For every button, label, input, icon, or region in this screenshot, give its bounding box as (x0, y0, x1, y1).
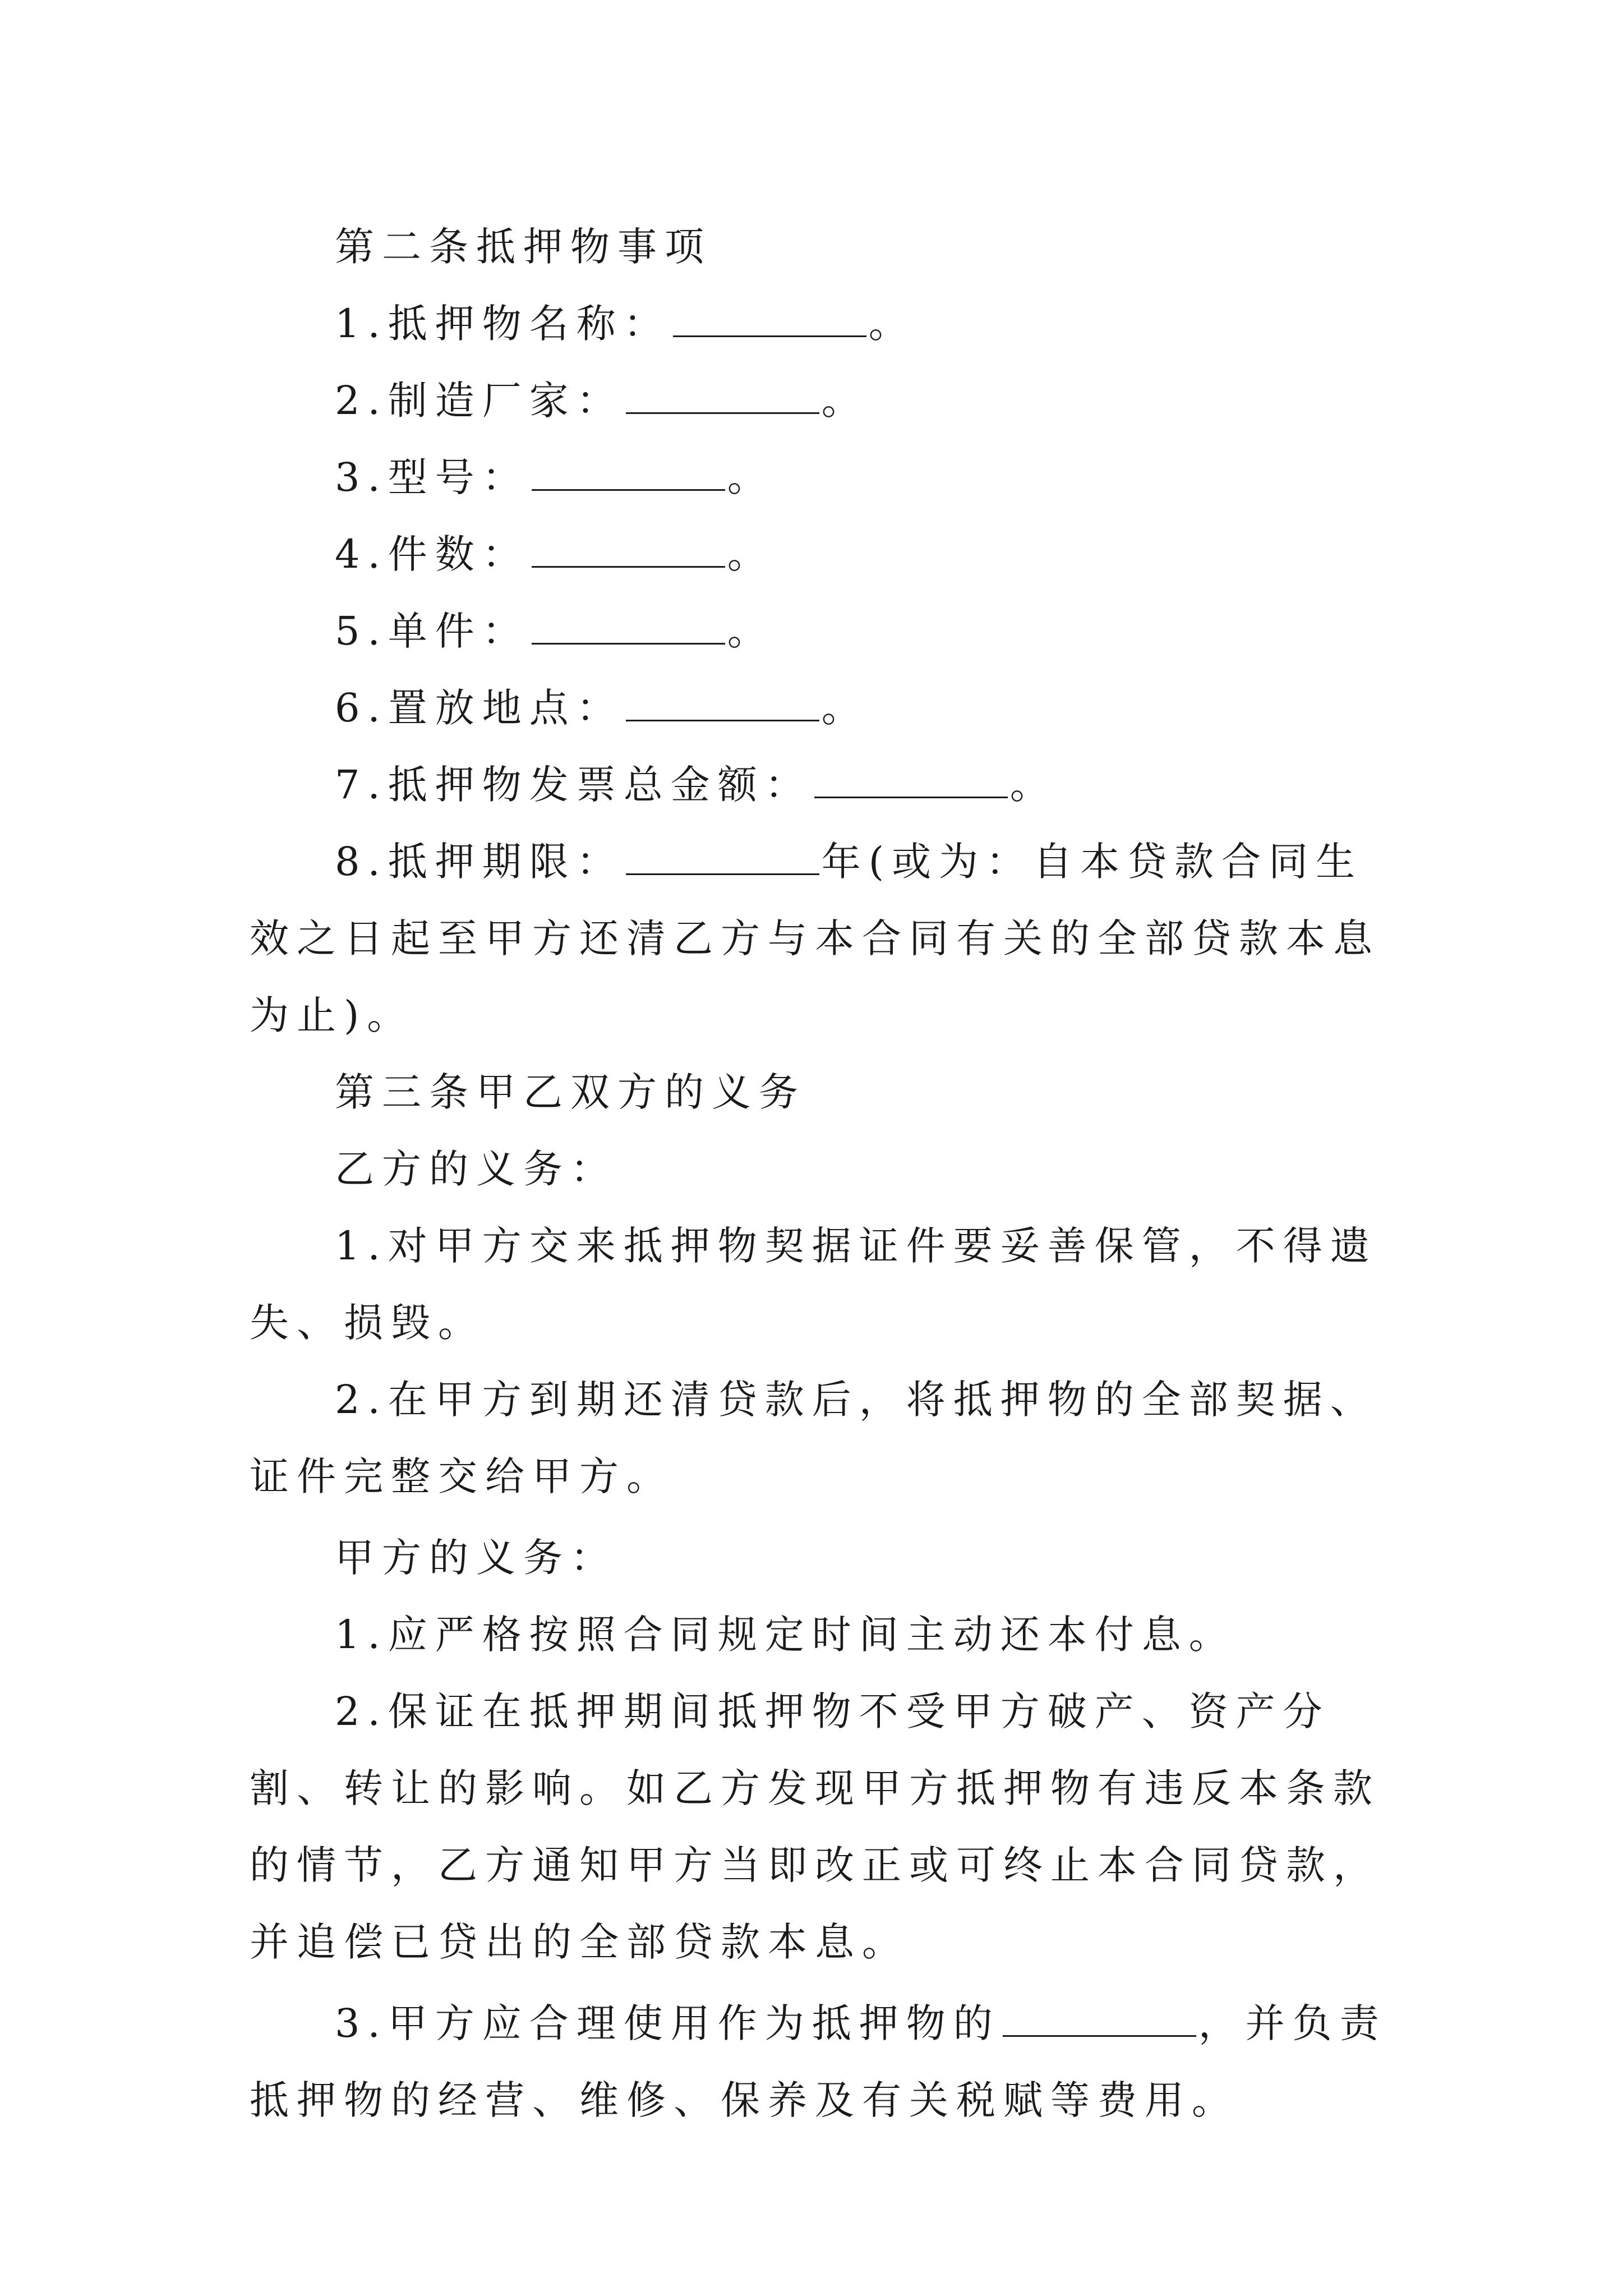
item-quantity (250, 516, 1388, 593)
item-unit (250, 593, 1388, 670)
item-label: 2.制造厂家： (335, 378, 624, 424)
item-label: 6.置放地点： (335, 685, 624, 731)
party-a-item: 2.保证在抵押期间抵押物不受甲方破产、资产分割、转让的影响。如乙方发现甲方抵押物有违反本条款的情节，乙方通知甲方当即改正或可终止本合同贷款，并追偿已贷出的全部贷款本息。 (250, 1688, 1380, 1965)
item-label: 7.抵押物发票总金额： (335, 762, 812, 808)
item-manufacturer (250, 362, 1388, 439)
item-label: 3.型号： (335, 454, 529, 500)
fill-blank[interactable] (814, 764, 1008, 798)
item-suffix: 。 (821, 685, 869, 731)
article2-heading: 第二条抵押物事项 (335, 224, 712, 270)
item-location (250, 670, 1388, 747)
item-label: 1.抵押物名称： (335, 301, 671, 347)
party-a-item: 1.应严格按照合同规定时间主动还本付息。 (335, 1612, 1236, 1658)
fill-blank[interactable] (626, 841, 819, 875)
item-text: 年(或为：自本贷款合同生效之日起至甲方还清乙方与本合同有关的全部贷款本息为止)。 (250, 839, 1380, 1038)
party-b-heading: 乙方的义务： (335, 1146, 617, 1192)
document-body (250, 209, 1388, 2139)
item-suffix: 。 (727, 608, 774, 654)
item-suffix: 。 (727, 531, 774, 577)
party-a-item (250, 1985, 1388, 2139)
fill-blank[interactable] (673, 303, 866, 337)
item-model (250, 439, 1388, 516)
party-a-heading: 甲方的义务： (335, 1535, 617, 1581)
item-suffix: 。 (1009, 762, 1057, 808)
item-suffix: 。 (868, 301, 916, 347)
party-b-item: 1.对甲方交来抵押物契据证件要妥善保管，不得遗失、损毁。 (250, 1223, 1377, 1346)
article3-heading: 第三条甲乙双方的义务 (335, 1069, 806, 1115)
item-label: 5.单件： (335, 608, 529, 654)
party-b-item: 2.在甲方到期还清贷款后，将抵押物的全部契据、证件完整交给甲方。 (250, 1377, 1377, 1499)
item-label: 4.件数： (335, 531, 529, 577)
item-suffix: 。 (821, 378, 869, 424)
item-text: ，并负责抵押物的经营、维修、保养及有关税赋等费用。 (250, 2000, 1387, 2123)
fill-blank[interactable] (532, 457, 725, 491)
fill-blank[interactable] (1003, 2003, 1196, 2037)
fill-blank[interactable] (626, 380, 819, 414)
item-text: 3.甲方应合理使用作为抵押物的 (335, 2000, 1000, 2046)
item-collateral-name (250, 286, 1388, 362)
fill-blank[interactable] (532, 610, 725, 645)
fill-blank[interactable] (626, 687, 819, 721)
item-mortgage-term (250, 823, 1388, 1054)
item-invoice-total (250, 747, 1388, 823)
item-suffix: 。 (727, 454, 774, 500)
fill-blank[interactable] (532, 533, 725, 568)
item-label: 8.抵押期限： (335, 839, 624, 885)
